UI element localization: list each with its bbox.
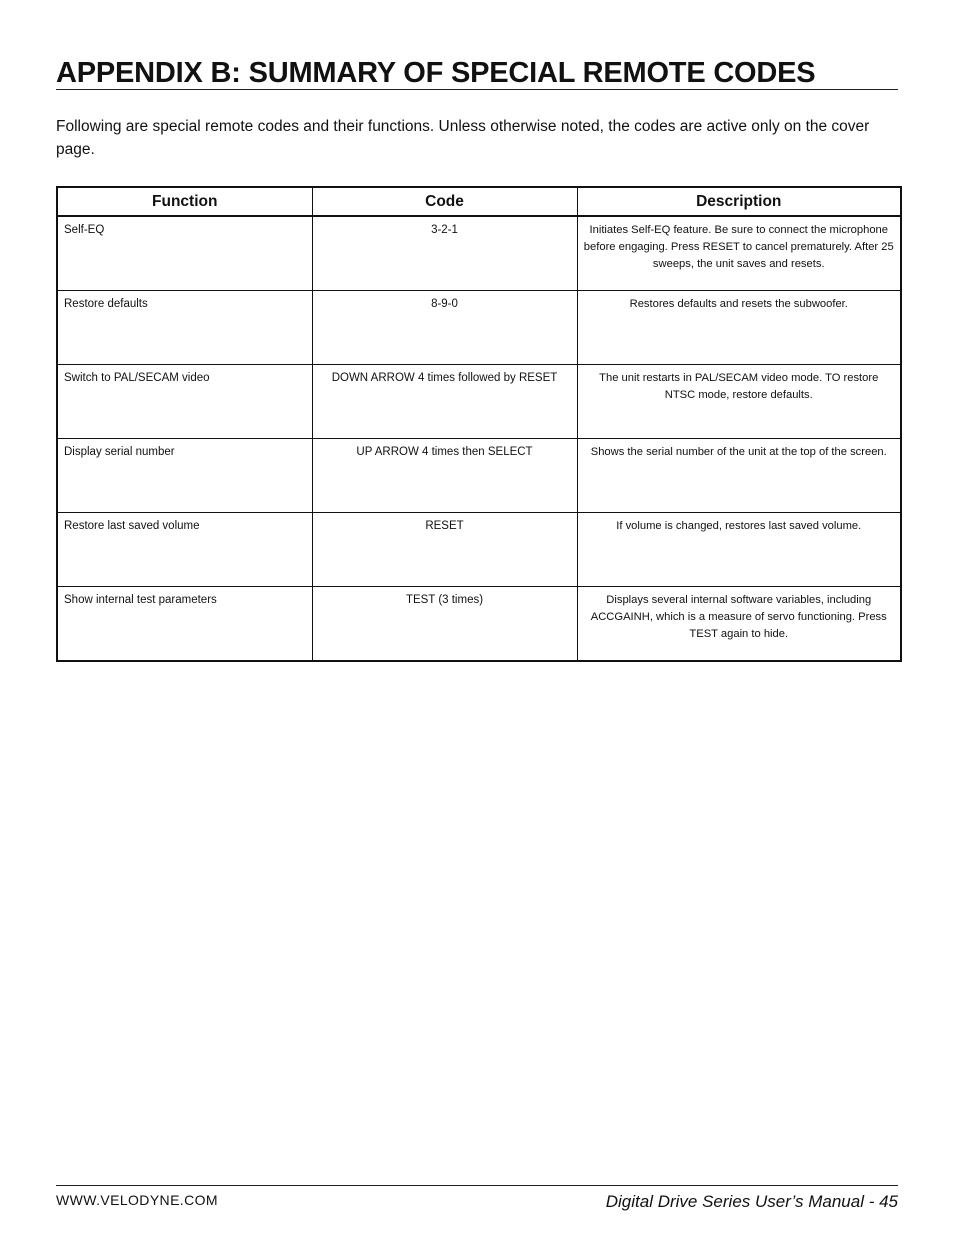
code-cell: UP ARROW 4 times then SELECT [312,439,577,513]
description-cell: The unit restarts in PAL/SECAM video mode. TO restore NTSC mode, restore defaults. [577,365,901,439]
column-header-description: Description [577,187,901,216]
table-row [57,291,901,365]
table-row [57,365,901,439]
footer-page-label: Digital Drive Series User’s Manual - 45 [605,1192,898,1211]
description-cell: Displays several internal software variables, including ACCGAINH, which is a measure of servo functioning. Press TEST again to hide. [577,587,901,662]
code-cell: TEST (3 times) [312,587,577,662]
table-row [57,216,901,291]
function-cell: Show internal test parameters [57,587,312,662]
code-cell: DOWN ARROW 4 times followed by RESET [312,365,577,439]
code-cell: 8-9-0 [312,291,577,365]
remote-codes-table [56,186,902,662]
description-cell: If volume is changed, restores last saved volume. [577,513,901,587]
table-row [57,587,901,662]
page-title: APPENDIX B: SUMMARY OF SPECIAL REMOTE CODES [56,56,898,90]
function-cell: Switch to PAL/SECAM video [57,365,312,439]
function-cell: Self-EQ [57,216,312,291]
code-cell: RESET [312,513,577,587]
table-header-row [57,187,901,216]
column-header-code: Code [312,187,577,216]
code-cell: 3-2-1 [312,216,577,291]
function-cell: Restore last saved volume [57,513,312,587]
table-row [57,513,901,587]
table-row [57,439,901,513]
column-header-function: Function [57,187,312,216]
description-cell: Initiates Self-EQ feature. Be sure to connect the microphone before engaging. Press RESET to cancel prematurely. After 25 sweeps, the unit saves and resets. [577,216,901,291]
description-cell: Shows the serial number of the unit at the top of the screen. [577,439,901,513]
intro-paragraph: Following are special remote codes and their functions. Unless otherwise noted, the codes are active only on the cover page. [56,118,870,158]
description-cell: Restores defaults and resets the subwoofer. [577,291,901,365]
footer-divider [56,1185,898,1186]
function-cell: Restore defaults [57,291,312,365]
footer-website: WWW.VELODYNE.COM [56,1192,218,1208]
function-cell: Display serial number [57,439,312,513]
